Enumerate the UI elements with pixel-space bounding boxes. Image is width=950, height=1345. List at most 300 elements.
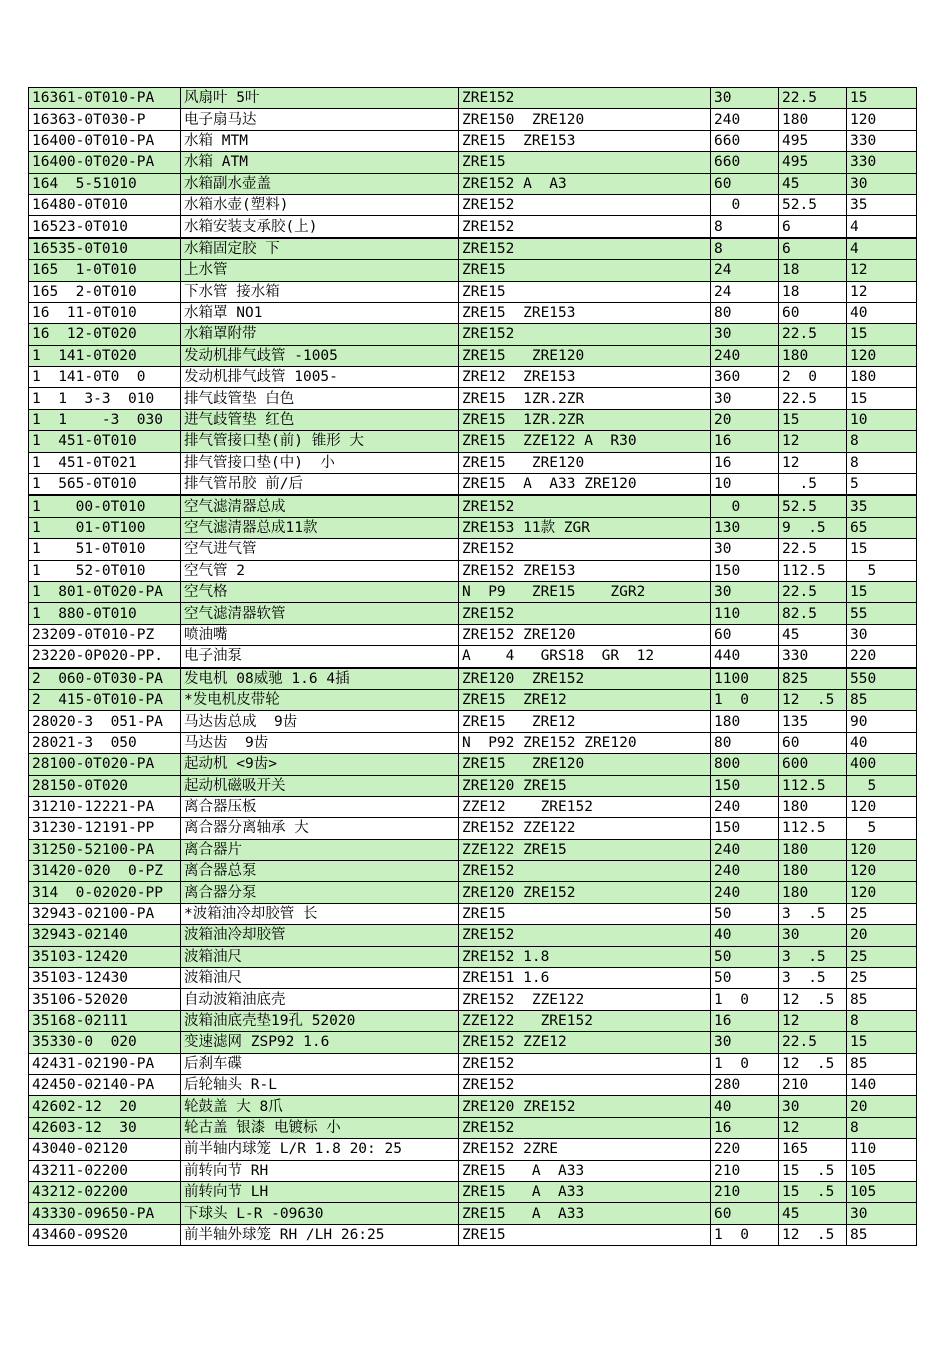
price-a-cell[interactable]: 240 — [711, 345, 779, 366]
part-number-cell[interactable]: 42431-02190-PA — [29, 1053, 181, 1074]
price-c-cell[interactable]: 8 — [847, 1010, 917, 1031]
model-cell[interactable]: ZRE150 ZRE120 — [459, 109, 711, 130]
price-c-cell[interactable]: 330 — [847, 130, 917, 151]
part-name-cell[interactable]: 自动波箱油底壳 — [181, 989, 459, 1010]
model-cell[interactable]: ZRE152 — [459, 925, 711, 946]
price-a-cell[interactable]: 30 — [711, 539, 779, 560]
price-b-cell[interactable]: 12 — [779, 452, 847, 473]
price-a-cell[interactable]: 24 — [711, 281, 779, 302]
price-a-cell[interactable]: 30 — [711, 1032, 779, 1053]
price-c-cell[interactable]: 180 — [847, 367, 917, 388]
part-number-cell[interactable]: 1 00-0T010 — [29, 495, 181, 517]
price-c-cell[interactable]: 20 — [847, 1096, 917, 1117]
model-cell[interactable]: ZRE15 — [459, 260, 711, 281]
price-a-cell[interactable]: 240 — [711, 839, 779, 860]
price-a-cell[interactable]: 40 — [711, 1096, 779, 1117]
part-name-cell[interactable]: 前转向节 RH — [181, 1160, 459, 1181]
price-b-cell[interactable]: 22.5 — [779, 539, 847, 560]
part-name-cell[interactable]: 离合器分离轴承 大 — [181, 818, 459, 839]
part-name-cell[interactable]: 轮鼓盖 大 8爪 — [181, 1096, 459, 1117]
price-c-cell[interactable]: 85 — [847, 989, 917, 1010]
part-number-cell[interactable]: 23209-0T010-PZ — [29, 624, 181, 645]
part-name-cell[interactable]: 水箱副水壶盖 — [181, 173, 459, 194]
part-name-cell[interactable]: 离合器压板 — [181, 796, 459, 817]
model-cell[interactable]: ZRE152 — [459, 324, 711, 345]
price-b-cell[interactable]: 15 .5 — [779, 1160, 847, 1181]
price-c-cell[interactable]: 55 — [847, 603, 917, 624]
price-c-cell[interactable]: 15 — [847, 88, 917, 109]
part-number-cell[interactable]: 31210-12221-PA — [29, 796, 181, 817]
model-cell[interactable]: ZRE15 ZZE122 A R30 — [459, 431, 711, 452]
price-c-cell[interactable]: 105 — [847, 1160, 917, 1181]
price-a-cell[interactable]: 60 — [711, 173, 779, 194]
price-a-cell[interactable]: 30 — [711, 388, 779, 409]
price-b-cell[interactable]: 165 — [779, 1139, 847, 1160]
price-a-cell[interactable]: 10 — [711, 474, 779, 496]
part-number-cell[interactable]: 32943-02100-PA — [29, 903, 181, 924]
part-name-cell[interactable]: 空气进气管 — [181, 539, 459, 560]
model-cell[interactable]: N P9 ZRE15 ZGR2 — [459, 581, 711, 602]
part-number-cell[interactable]: 16400-0T020-PA — [29, 152, 181, 173]
part-name-cell[interactable]: 波箱油冷却胶管 — [181, 925, 459, 946]
price-c-cell[interactable]: 12 — [847, 260, 917, 281]
price-b-cell[interactable]: 3 .5 — [779, 946, 847, 967]
price-c-cell[interactable]: 550 — [847, 668, 917, 690]
model-cell[interactable]: ZRE15 ZRE120 — [459, 754, 711, 775]
part-number-cell[interactable]: 35103-12430 — [29, 968, 181, 989]
price-b-cell[interactable]: 12 .5 — [779, 689, 847, 710]
part-number-cell[interactable]: 35103-12420 — [29, 946, 181, 967]
part-number-cell[interactable]: 16480-0T010 — [29, 194, 181, 215]
price-c-cell[interactable]: 5 — [847, 560, 917, 581]
price-a-cell[interactable]: 240 — [711, 109, 779, 130]
price-b-cell[interactable]: 180 — [779, 345, 847, 366]
model-cell[interactable]: ZRE152 — [459, 603, 711, 624]
model-cell[interactable]: ZRE120 ZRE15 — [459, 775, 711, 796]
model-cell[interactable]: ZRE15 ZRE12 — [459, 711, 711, 732]
price-a-cell[interactable]: 50 — [711, 946, 779, 967]
price-c-cell[interactable]: 15 — [847, 539, 917, 560]
part-name-cell[interactable]: 水箱安装支承胶(上) — [181, 216, 459, 238]
price-a-cell[interactable]: 220 — [711, 1139, 779, 1160]
part-number-cell[interactable]: 32943-02140 — [29, 925, 181, 946]
price-a-cell[interactable]: 130 — [711, 517, 779, 538]
part-name-cell[interactable]: 发动机排气歧管 -1005 — [181, 345, 459, 366]
model-cell[interactable]: ZRE152 — [459, 861, 711, 882]
part-number-cell[interactable]: 16400-0T010-PA — [29, 130, 181, 151]
price-c-cell[interactable]: 105 — [847, 1181, 917, 1202]
price-a-cell[interactable]: 30 — [711, 581, 779, 602]
part-name-cell[interactable]: 变速滤网 ZSP92 1.6 — [181, 1032, 459, 1053]
price-c-cell[interactable]: 15 — [847, 1032, 917, 1053]
part-number-cell[interactable]: 1 1 -3 030 — [29, 409, 181, 430]
price-b-cell[interactable]: 135 — [779, 711, 847, 732]
part-number-cell[interactable]: 43040-02120 — [29, 1139, 181, 1160]
model-cell[interactable]: ZZE12 ZRE152 — [459, 796, 711, 817]
model-cell[interactable]: ZRE15 1ZR.2ZR — [459, 409, 711, 430]
part-number-cell[interactable]: 28020-3 051-PA — [29, 711, 181, 732]
price-c-cell[interactable]: 85 — [847, 1224, 917, 1245]
part-name-cell[interactable]: 离合器总泵 — [181, 861, 459, 882]
part-number-cell[interactable]: 43460-09S20 — [29, 1224, 181, 1245]
model-cell[interactable]: ZRE15 A A33 — [459, 1181, 711, 1202]
price-c-cell[interactable]: 30 — [847, 624, 917, 645]
price-c-cell[interactable]: 120 — [847, 882, 917, 903]
part-name-cell[interactable]: 后轮轴头 R-L — [181, 1074, 459, 1095]
part-number-cell[interactable]: 314 0-02020-PP — [29, 882, 181, 903]
model-cell[interactable]: ZRE15 — [459, 152, 711, 173]
price-c-cell[interactable]: 30 — [847, 1203, 917, 1224]
price-b-cell[interactable]: 52.5 — [779, 194, 847, 215]
part-number-cell[interactable]: 43212-02200 — [29, 1181, 181, 1202]
model-cell[interactable]: A 4 GRS18 GR 12 — [459, 646, 711, 668]
model-cell[interactable]: ZRE152 — [459, 238, 711, 260]
price-b-cell[interactable]: 22.5 — [779, 324, 847, 345]
model-cell[interactable]: ZRE152 — [459, 216, 711, 238]
part-number-cell[interactable]: 31420-020 0-PZ — [29, 861, 181, 882]
price-c-cell[interactable]: 15 — [847, 324, 917, 345]
model-cell[interactable]: ZRE15 — [459, 903, 711, 924]
price-b-cell[interactable]: 112.5 — [779, 775, 847, 796]
part-number-cell[interactable]: 165 2-0T010 — [29, 281, 181, 302]
price-b-cell[interactable]: 45 — [779, 1203, 847, 1224]
price-a-cell[interactable]: 60 — [711, 1203, 779, 1224]
part-number-cell[interactable]: 31250-52100-PA — [29, 839, 181, 860]
price-c-cell[interactable]: 10 — [847, 409, 917, 430]
model-cell[interactable]: ZRE15 A A33 — [459, 1160, 711, 1181]
price-c-cell[interactable]: 40 — [847, 732, 917, 753]
part-name-cell[interactable]: 水箱 MTM — [181, 130, 459, 151]
price-b-cell[interactable]: 825 — [779, 668, 847, 690]
price-c-cell[interactable]: 120 — [847, 109, 917, 130]
price-b-cell[interactable]: 3 .5 — [779, 903, 847, 924]
price-a-cell[interactable]: 0 — [711, 495, 779, 517]
price-b-cell[interactable]: 330 — [779, 646, 847, 668]
part-name-cell[interactable]: 离合器分泵 — [181, 882, 459, 903]
price-a-cell[interactable]: 8 — [711, 216, 779, 238]
part-name-cell[interactable]: 后刹车碟 — [181, 1053, 459, 1074]
part-name-cell[interactable]: 下球头 L-R -09630 — [181, 1203, 459, 1224]
price-a-cell[interactable]: 210 — [711, 1160, 779, 1181]
part-number-cell[interactable]: 16 11-0T010 — [29, 302, 181, 323]
price-b-cell[interactable]: 12 .5 — [779, 989, 847, 1010]
model-cell[interactable]: ZRE120 ZRE152 — [459, 668, 711, 690]
part-name-cell[interactable]: 水箱 ATM — [181, 152, 459, 173]
model-cell[interactable]: ZRE152 — [459, 1074, 711, 1095]
model-cell[interactable]: ZRE152 2ZRE — [459, 1139, 711, 1160]
price-a-cell[interactable]: 1 0 — [711, 989, 779, 1010]
part-name-cell[interactable]: 离合器片 — [181, 839, 459, 860]
price-b-cell[interactable]: 6 — [779, 238, 847, 260]
price-a-cell[interactable]: 30 — [711, 324, 779, 345]
price-a-cell[interactable]: 280 — [711, 1074, 779, 1095]
part-number-cell[interactable]: 1 52-0T010 — [29, 560, 181, 581]
price-b-cell[interactable]: 12 .5 — [779, 1053, 847, 1074]
price-b-cell[interactable]: 30 — [779, 1096, 847, 1117]
price-a-cell[interactable]: 150 — [711, 560, 779, 581]
part-number-cell[interactable]: 43211-02200 — [29, 1160, 181, 1181]
part-name-cell[interactable]: 波箱油尺 — [181, 946, 459, 967]
price-c-cell[interactable]: 8 — [847, 431, 917, 452]
part-name-cell[interactable]: 下水管 接水箱 — [181, 281, 459, 302]
part-name-cell[interactable]: 前转向节 LH — [181, 1181, 459, 1202]
part-number-cell[interactable]: 1 1 3-3 010 — [29, 388, 181, 409]
price-b-cell[interactable]: 180 — [779, 882, 847, 903]
part-name-cell[interactable]: 空气格 — [181, 581, 459, 602]
part-name-cell[interactable]: 排气管吊胶 前/后 — [181, 474, 459, 496]
part-number-cell[interactable]: 35168-02111 — [29, 1010, 181, 1031]
price-a-cell[interactable]: 240 — [711, 882, 779, 903]
price-b-cell[interactable]: 495 — [779, 130, 847, 151]
price-c-cell[interactable]: 5 — [847, 474, 917, 496]
model-cell[interactable]: ZRE152 — [459, 1117, 711, 1138]
price-b-cell[interactable]: 112.5 — [779, 560, 847, 581]
price-b-cell[interactable]: 2 0 — [779, 367, 847, 388]
price-a-cell[interactable]: 16 — [711, 1117, 779, 1138]
price-a-cell[interactable]: 240 — [711, 796, 779, 817]
part-name-cell[interactable]: 排气歧管垫 白色 — [181, 388, 459, 409]
part-number-cell[interactable]: 42450-02140-PA — [29, 1074, 181, 1095]
price-b-cell[interactable]: 9 .5 — [779, 517, 847, 538]
part-number-cell[interactable]: 1 01-0T100 — [29, 517, 181, 538]
part-name-cell[interactable]: 空气管 2 — [181, 560, 459, 581]
model-cell[interactable]: ZRE152 ZZE12 — [459, 1032, 711, 1053]
part-number-cell[interactable]: 42603-12 30 — [29, 1117, 181, 1138]
part-name-cell[interactable]: 发动机排气歧管 1005- — [181, 367, 459, 388]
price-b-cell[interactable]: 15 .5 — [779, 1181, 847, 1202]
model-cell[interactable]: ZRE15 ZRE153 — [459, 130, 711, 151]
model-cell[interactable]: ZRE12 ZRE153 — [459, 367, 711, 388]
price-b-cell[interactable]: 45 — [779, 173, 847, 194]
price-b-cell[interactable]: 180 — [779, 109, 847, 130]
price-c-cell[interactable]: 330 — [847, 152, 917, 173]
price-c-cell[interactable]: 40 — [847, 302, 917, 323]
price-b-cell[interactable]: 60 — [779, 302, 847, 323]
price-b-cell[interactable]: 22.5 — [779, 88, 847, 109]
part-name-cell[interactable]: 电子扇马达 — [181, 109, 459, 130]
part-number-cell[interactable]: 42602-12 20 — [29, 1096, 181, 1117]
part-name-cell[interactable]: 喷油嘴 — [181, 624, 459, 645]
part-name-cell[interactable]: 水箱固定胶 下 — [181, 238, 459, 260]
model-cell[interactable]: ZRE153 11款 ZGR — [459, 517, 711, 538]
price-b-cell[interactable]: 600 — [779, 754, 847, 775]
part-number-cell[interactable]: 23220-0P020-PP. — [29, 646, 181, 668]
price-a-cell[interactable]: 110 — [711, 603, 779, 624]
price-a-cell[interactable]: 240 — [711, 861, 779, 882]
model-cell[interactable]: ZRE152 ZZE122 — [459, 818, 711, 839]
model-cell[interactable]: ZRE15 1ZR.2ZR — [459, 388, 711, 409]
price-b-cell[interactable]: 180 — [779, 796, 847, 817]
price-a-cell[interactable]: 660 — [711, 152, 779, 173]
part-number-cell[interactable]: 1 801-0T020-PA — [29, 581, 181, 602]
part-name-cell[interactable]: 水箱罩 NO1 — [181, 302, 459, 323]
part-number-cell[interactable]: 35330-0 020 — [29, 1032, 181, 1053]
part-number-cell[interactable]: 1 565-0T010 — [29, 474, 181, 496]
part-number-cell[interactable]: 1 141-0T020 — [29, 345, 181, 366]
price-c-cell[interactable]: 30 — [847, 173, 917, 194]
price-b-cell[interactable]: 210 — [779, 1074, 847, 1095]
model-cell[interactable]: ZRE152 — [459, 1053, 711, 1074]
part-name-cell[interactable]: *波箱油冷却胶管 长 — [181, 903, 459, 924]
price-c-cell[interactable]: 25 — [847, 903, 917, 924]
part-number-cell[interactable]: 31230-12191-PP — [29, 818, 181, 839]
price-a-cell[interactable]: 16 — [711, 431, 779, 452]
price-a-cell[interactable]: 50 — [711, 903, 779, 924]
price-a-cell[interactable]: 40 — [711, 925, 779, 946]
part-name-cell[interactable]: 发电机 08威驰 1.6 4插 — [181, 668, 459, 690]
price-b-cell[interactable]: 6 — [779, 216, 847, 238]
price-c-cell[interactable]: 8 — [847, 1117, 917, 1138]
part-number-cell[interactable]: 16363-0T030-P — [29, 109, 181, 130]
price-a-cell[interactable]: 20 — [711, 409, 779, 430]
part-name-cell[interactable]: 电子油泵 — [181, 646, 459, 668]
price-c-cell[interactable]: 90 — [847, 711, 917, 732]
price-a-cell[interactable]: 1 0 — [711, 1224, 779, 1245]
price-a-cell[interactable]: 150 — [711, 818, 779, 839]
price-c-cell[interactable]: 15 — [847, 388, 917, 409]
price-b-cell[interactable]: .5 — [779, 474, 847, 496]
part-name-cell[interactable]: 波箱油底壳垫19孔 52020 — [181, 1010, 459, 1031]
price-c-cell[interactable]: 12 — [847, 281, 917, 302]
price-c-cell[interactable]: 85 — [847, 689, 917, 710]
model-cell[interactable]: ZRE152 — [459, 88, 711, 109]
model-cell[interactable]: ZRE120 ZRE152 — [459, 1096, 711, 1117]
part-number-cell[interactable]: 43330-09650-PA — [29, 1203, 181, 1224]
model-cell[interactable]: ZRE15 ZRE120 — [459, 452, 711, 473]
price-c-cell[interactable]: 25 — [847, 946, 917, 967]
price-a-cell[interactable]: 210 — [711, 1181, 779, 1202]
price-a-cell[interactable]: 8 — [711, 238, 779, 260]
model-cell[interactable]: ZRE152 A A3 — [459, 173, 711, 194]
price-b-cell[interactable]: 12 — [779, 1117, 847, 1138]
model-cell[interactable]: ZZE122 ZRE15 — [459, 839, 711, 860]
price-c-cell[interactable]: 140 — [847, 1074, 917, 1095]
model-cell[interactable]: ZRE152 ZZE122 — [459, 989, 711, 1010]
model-cell[interactable]: ZRE15 ZRE120 — [459, 345, 711, 366]
model-cell[interactable]: ZRE15 — [459, 281, 711, 302]
price-c-cell[interactable]: 20 — [847, 925, 917, 946]
price-b-cell[interactable]: 12 .5 — [779, 1224, 847, 1245]
part-number-cell[interactable]: 16523-0T010 — [29, 216, 181, 238]
price-b-cell[interactable]: 22.5 — [779, 388, 847, 409]
price-a-cell[interactable]: 180 — [711, 711, 779, 732]
price-a-cell[interactable]: 80 — [711, 302, 779, 323]
model-cell[interactable]: ZRE152 ZRE120 — [459, 624, 711, 645]
price-a-cell[interactable]: 16 — [711, 452, 779, 473]
price-a-cell[interactable]: 80 — [711, 732, 779, 753]
model-cell[interactable]: ZRE120 ZRE152 — [459, 882, 711, 903]
price-c-cell[interactable]: 35 — [847, 495, 917, 517]
price-a-cell[interactable]: 60 — [711, 624, 779, 645]
price-b-cell[interactable]: 3 .5 — [779, 968, 847, 989]
price-c-cell[interactable]: 65 — [847, 517, 917, 538]
price-c-cell[interactable]: 4 — [847, 216, 917, 238]
part-name-cell[interactable]: 排气管接口垫(中) 小 — [181, 452, 459, 473]
part-number-cell[interactable]: 1 451-0T021 — [29, 452, 181, 473]
model-cell[interactable]: ZRE15 A A33 ZRE120 — [459, 474, 711, 496]
model-cell[interactable]: ZRE152 — [459, 194, 711, 215]
price-a-cell[interactable]: 660 — [711, 130, 779, 151]
model-cell[interactable]: ZRE152 — [459, 495, 711, 517]
price-b-cell[interactable]: 180 — [779, 861, 847, 882]
price-c-cell[interactable]: 35 — [847, 194, 917, 215]
part-number-cell[interactable]: 16 12-0T020 — [29, 324, 181, 345]
part-number-cell[interactable]: 2 060-0T030-PA — [29, 668, 181, 690]
price-b-cell[interactable]: 495 — [779, 152, 847, 173]
model-cell[interactable]: ZRE152 — [459, 539, 711, 560]
model-cell[interactable]: ZRE15 A A33 — [459, 1203, 711, 1224]
part-name-cell[interactable]: 起动机磁吸开关 — [181, 775, 459, 796]
part-number-cell[interactable]: 1 141-0T0 0 — [29, 367, 181, 388]
price-a-cell[interactable]: 360 — [711, 367, 779, 388]
price-c-cell[interactable]: 110 — [847, 1139, 917, 1160]
price-c-cell[interactable]: 220 — [847, 646, 917, 668]
part-name-cell[interactable]: 起动机 <9齿> — [181, 754, 459, 775]
part-name-cell[interactable]: 波箱油尺 — [181, 968, 459, 989]
part-name-cell[interactable]: 空气滤清器软管 — [181, 603, 459, 624]
price-a-cell[interactable]: 800 — [711, 754, 779, 775]
price-c-cell[interactable]: 120 — [847, 839, 917, 860]
price-b-cell[interactable]: 52.5 — [779, 495, 847, 517]
part-number-cell[interactable]: 165 1-0T010 — [29, 260, 181, 281]
part-name-cell[interactable]: 空气滤清器总成11款 — [181, 517, 459, 538]
price-c-cell[interactable]: 120 — [847, 345, 917, 366]
price-b-cell[interactable]: 22.5 — [779, 1032, 847, 1053]
price-c-cell[interactable]: 25 — [847, 968, 917, 989]
part-name-cell[interactable]: 马达齿 9齿 — [181, 732, 459, 753]
price-a-cell[interactable]: 1 0 — [711, 1053, 779, 1074]
price-b-cell[interactable]: 30 — [779, 925, 847, 946]
part-number-cell[interactable]: 28150-0T020 — [29, 775, 181, 796]
price-b-cell[interactable]: 60 — [779, 732, 847, 753]
price-b-cell[interactable]: 112.5 — [779, 818, 847, 839]
model-cell[interactable]: ZRE151 1.6 — [459, 968, 711, 989]
part-number-cell[interactable]: 35106-52020 — [29, 989, 181, 1010]
model-cell[interactable]: ZRE15 — [459, 1224, 711, 1245]
part-name-cell[interactable]: 马达齿总成 9齿 — [181, 711, 459, 732]
price-b-cell[interactable]: 180 — [779, 839, 847, 860]
model-cell[interactable]: N P92 ZRE152 ZRE120 — [459, 732, 711, 753]
price-c-cell[interactable]: 15 — [847, 581, 917, 602]
part-number-cell[interactable]: 28021-3 050 — [29, 732, 181, 753]
price-c-cell[interactable]: 400 — [847, 754, 917, 775]
part-number-cell[interactable]: 16361-0T010-PA — [29, 88, 181, 109]
price-c-cell[interactable]: 85 — [847, 1053, 917, 1074]
part-name-cell[interactable]: 轮古盖 银漆 电镀标 小 — [181, 1117, 459, 1138]
price-a-cell[interactable]: 150 — [711, 775, 779, 796]
part-name-cell[interactable]: 前半轴内球笼 L/R 1.8 20: 25 — [181, 1139, 459, 1160]
part-name-cell[interactable]: 上水管 — [181, 260, 459, 281]
price-a-cell[interactable]: 24 — [711, 260, 779, 281]
price-a-cell[interactable]: 50 — [711, 968, 779, 989]
part-name-cell[interactable]: 进气歧管垫 红色 — [181, 409, 459, 430]
model-cell[interactable]: ZRE152 1.8 — [459, 946, 711, 967]
part-number-cell[interactable]: 1 451-0T010 — [29, 431, 181, 452]
part-number-cell[interactable]: 1 880-0T010 — [29, 603, 181, 624]
price-a-cell[interactable]: 1100 — [711, 668, 779, 690]
price-a-cell[interactable]: 0 — [711, 194, 779, 215]
price-c-cell[interactable]: 8 — [847, 452, 917, 473]
part-number-cell[interactable]: 1 51-0T010 — [29, 539, 181, 560]
price-b-cell[interactable]: 45 — [779, 624, 847, 645]
price-b-cell[interactable]: 12 — [779, 431, 847, 452]
model-cell[interactable]: ZRE15 ZRE153 — [459, 302, 711, 323]
model-cell[interactable]: ZRE152 ZRE153 — [459, 560, 711, 581]
price-c-cell[interactable]: 120 — [847, 861, 917, 882]
part-name-cell[interactable]: 排气管接口垫(前) 锥形 大 — [181, 431, 459, 452]
price-a-cell[interactable]: 1 0 — [711, 689, 779, 710]
price-b-cell[interactable]: 18 — [779, 260, 847, 281]
